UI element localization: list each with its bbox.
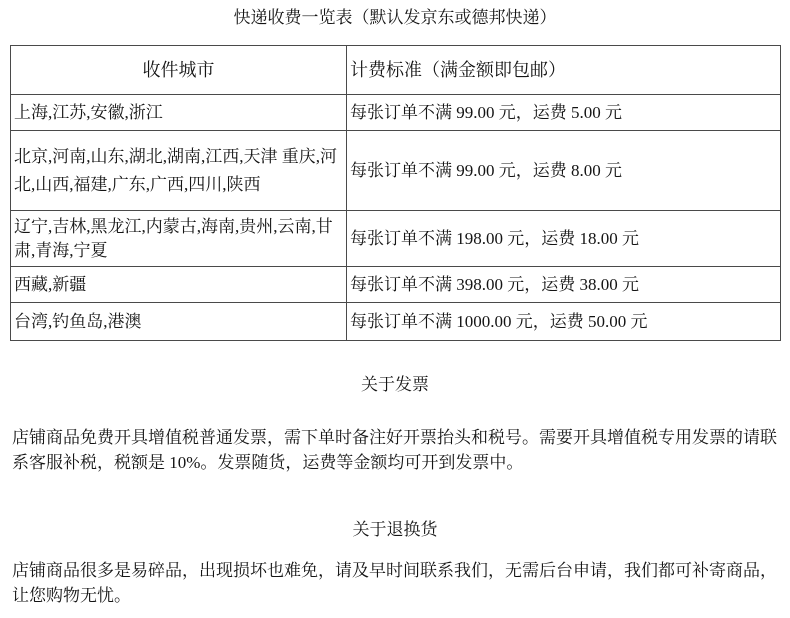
table-row xyxy=(11,211,781,267)
section-heading-invoice: 关于发票 xyxy=(361,375,429,394)
table-row xyxy=(11,303,781,341)
region-cell: 上海,江苏,安徽,浙江 xyxy=(11,95,347,131)
shipping-fee-table xyxy=(10,45,781,341)
returns-paragraph: 店铺商品很多是易碎品，出现损坏也难免，请及早时间联系我们，无需后台申请，我们都可补寄商品，让您购物无忧。 xyxy=(12,561,777,605)
invoice-paragraph: 店铺商品免费开具增值税普通发票，需下单时备注好开票抬头和税号。需要开具增值税专用发票的请联系客服补税，税额是 10%。发票随货，运费等金额均可开到发票中。 xyxy=(12,428,777,472)
table-row xyxy=(11,131,781,211)
fee-rule-cell: 每张订单不满 1000.00 元，运费 50.00 元 xyxy=(347,303,781,341)
fee-rule-cell: 每张订单不满 398.00 元，运费 38.00 元 xyxy=(347,267,781,303)
fee-rule-cell: 每张订单不满 99.00 元，运费 8.00 元 xyxy=(347,131,781,211)
region-cell: 台湾,钓鱼岛,港澳 xyxy=(11,303,347,341)
fee-rule-cell: 每张订单不满 99.00 元，运费 5.00 元 xyxy=(347,95,781,131)
section-heading-returns: 关于退换货 xyxy=(352,520,438,539)
table-header-standard: 计费标准（满金额即包邮） xyxy=(347,46,781,95)
table-header-city: 收件城市 xyxy=(11,46,347,95)
region-cell: 北京,河南,山东,湖北,湖南,江西,天津 重庆,河北,山西,福建,广东,广西,四川,陕西 xyxy=(11,131,347,211)
fee-rule-cell: 每张订单不满 198.00 元，运费 18.00 元 xyxy=(347,211,781,267)
page-title: 快递收费一览表（默认发京东或德邦快递） xyxy=(233,8,557,27)
region-cell: 辽宁,吉林,黑龙江,内蒙古,海南,贵州,云南,甘肃,青海,宁夏 xyxy=(11,211,347,267)
region-cell: 西藏,新疆 xyxy=(11,267,347,303)
table-row xyxy=(11,95,781,131)
table-header-row xyxy=(11,46,781,95)
table-row xyxy=(11,267,781,303)
